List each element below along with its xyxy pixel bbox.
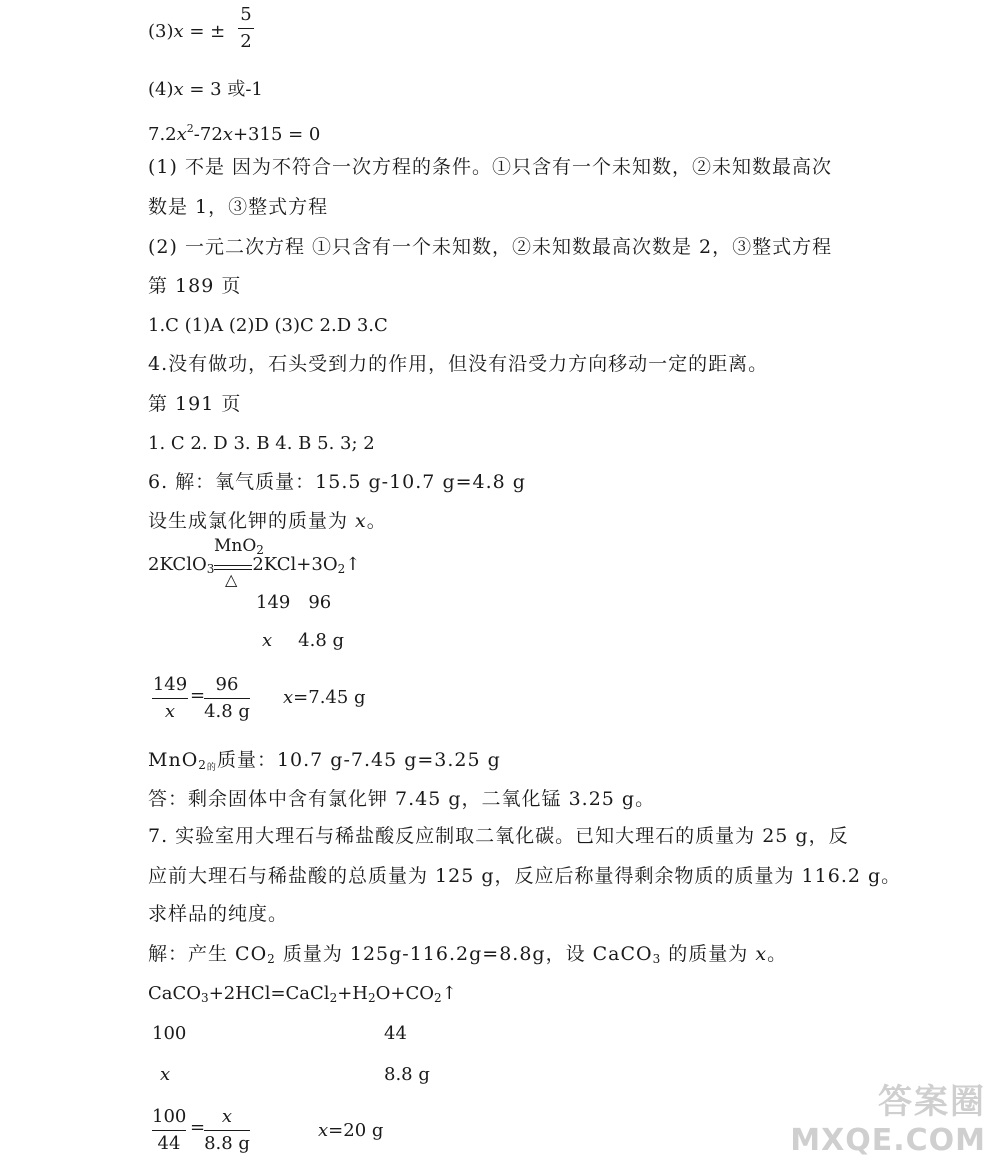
- sol7-sub2: 3: [652, 952, 662, 966]
- frac7-right: [204, 1106, 250, 1155]
- q7-eq-prefix: 7.2: [148, 124, 177, 145]
- frac6-result-var: x: [283, 687, 294, 708]
- solution-6: 6. 解：氧气质量：15.5 g-10.7 g=4.8 g: [148, 471, 526, 493]
- rx2-c: +H: [337, 983, 368, 1004]
- q3-frac-bar: [238, 28, 254, 29]
- r7-mass-co2: 44: [384, 1023, 407, 1044]
- watermark-site: MXQE.COM: [790, 1123, 986, 1158]
- question-7-line1: 7. 实验室用大理石与稀盐酸反应制取二氧化碳。已知大理石的质量为 25 g，反: [148, 825, 849, 847]
- answers-191: 1. C 2. D 3. B 4. B 5. 3; 2: [148, 433, 375, 454]
- q4-line: [148, 78, 263, 102]
- r6-masses-row2: [262, 629, 344, 653]
- r6-masses-row1: [256, 591, 331, 615]
- rx2-s4: 2: [434, 991, 442, 1005]
- rx1-left: 2KClO: [148, 554, 207, 575]
- set6-end: 。: [366, 510, 387, 532]
- q3-var: x: [173, 21, 184, 42]
- sol7-a: 解：产生 CO: [148, 943, 268, 965]
- set6-var: x: [355, 510, 367, 532]
- frac7-result-val: =20 g: [328, 1120, 384, 1141]
- frac6-result-val: =7.45 g: [293, 687, 366, 708]
- rx1-heat-symbol: △: [225, 570, 238, 589]
- q4-rest: = 3 或-1: [183, 79, 263, 100]
- mno2-mass: [148, 748, 501, 780]
- watermark-logo: 答案圈: [878, 1082, 986, 1122]
- r7-var: x: [160, 1064, 171, 1085]
- q7-eq-mid: -72: [193, 124, 223, 145]
- r6-mass-kcl: 149: [256, 592, 291, 613]
- q3-line: [148, 20, 225, 44]
- r6-val: 4.8 g: [298, 630, 345, 651]
- solution-7: [148, 942, 787, 971]
- frac7-result: [318, 1119, 383, 1143]
- rx1-catalyst-text: MnO: [214, 536, 257, 556]
- rx1-right: 2KCl+3O: [252, 554, 338, 575]
- frac6-right: [204, 674, 250, 723]
- frac7-left-bar: [152, 1130, 186, 1131]
- q4-label: (4): [148, 79, 174, 100]
- rx1-left-sub: 3: [206, 562, 215, 576]
- mno2-tiny: 的: [206, 763, 217, 773]
- sol7-sub1: 2: [267, 952, 276, 966]
- rx2-b: +2HCl=CaCl: [208, 983, 330, 1004]
- frac6-left-den: x: [164, 701, 176, 722]
- frac7-right-den: 8.8 g: [204, 1133, 250, 1154]
- frac6-equals: =: [190, 685, 206, 706]
- rx1-catalyst-sub: 2: [256, 543, 264, 557]
- rx2-a: CaCO: [148, 983, 202, 1004]
- sol7-d: 。: [767, 943, 788, 965]
- frac7-left-num: 100: [152, 1106, 187, 1127]
- rx2-equation: [148, 982, 457, 1010]
- answer-6: 答：剩余固体中含有氯化钾 7.45 g，二氧化锰 3.25 g。: [148, 788, 656, 810]
- page-heading-191: 第 191 页: [148, 393, 242, 415]
- frac7-right-bar: [204, 1130, 250, 1131]
- q3-eq: = ±: [183, 21, 226, 42]
- frac6-left: [152, 674, 188, 723]
- rx2-d: O+CO: [375, 983, 435, 1004]
- sol7-c: 的质量为: [661, 943, 756, 965]
- frac6-right-num: 96: [215, 674, 239, 695]
- frac6-left-num: 149: [152, 674, 188, 695]
- q7-eq-var2: x: [222, 124, 233, 145]
- frac6-result: [283, 686, 366, 710]
- statement-1-cont: 数是 1，③整式方程: [148, 196, 329, 218]
- rx2-s3: 2: [368, 991, 376, 1005]
- q3-label: (3): [148, 21, 174, 42]
- mno2-sub: 2: [198, 758, 207, 772]
- frac7-left: [152, 1106, 186, 1155]
- answer-189-4: 4.没有做功，石头受到力的作用，但没有沿受力方向移动一定的距离。: [148, 353, 769, 375]
- r7-val: 8.8 g: [384, 1064, 430, 1085]
- q7-eq-post: +315 = 0: [232, 124, 321, 145]
- q3-frac-num: 5: [240, 4, 252, 25]
- rx2-s2: 2: [329, 991, 338, 1005]
- q7-equation: [148, 117, 320, 147]
- mno2-calc: 质量：10.7 g-7.45 g=3.25 g: [216, 749, 501, 771]
- frac7-right-num: x: [221, 1106, 233, 1127]
- rx1-equation: [148, 553, 360, 581]
- rx2-s1: 3: [201, 991, 209, 1005]
- r6-var: x: [262, 630, 273, 651]
- page-heading-189: 第 189 页: [148, 275, 242, 297]
- statement-1: (1) 不是 因为不符合一次方程的条件。①只含有一个未知数，②未知数最高次: [148, 156, 832, 178]
- question-7-line3: 求样品的纯度。: [148, 903, 289, 925]
- q7-eq-power: 2: [186, 122, 194, 135]
- statement-2: (2) 一元二次方程 ①只含有一个未知数，②未知数最高次数是 2，③整式方程: [148, 236, 833, 258]
- frac6-right-den: 4.8 g: [204, 701, 250, 722]
- sol7-var: x: [755, 943, 768, 965]
- watermark: [790, 1074, 986, 1158]
- r6-mass-o2: 96: [308, 592, 332, 613]
- rx1-right-sub: 2: [337, 562, 346, 576]
- question-7-line2: 应前大理石与稀盐酸的总质量为 125 g，反应后称量得剩余物质的质量为 116.2 g。: [148, 865, 902, 887]
- answers-189: 1.C (1)A (2)D (3)C 2.D 3.C: [148, 315, 388, 336]
- sol7-b: 质量为 125g-116.2g=8.8g，设 CaCO: [275, 943, 653, 965]
- q7-eq-var1: x: [176, 124, 187, 145]
- frac6-left-bar: [152, 698, 188, 699]
- set6-text: 设生成氯化钾的质量为: [148, 510, 356, 532]
- set-variable-6: [148, 509, 387, 533]
- frac7-equals: =: [190, 1117, 206, 1138]
- frac7-left-den: 44: [157, 1133, 181, 1154]
- rx1-up-arrow: ↑: [345, 554, 361, 575]
- frac6-right-bar: [204, 698, 250, 699]
- r7-mass-caco3: 100: [152, 1023, 187, 1044]
- q3-frac-den: 2: [240, 31, 252, 52]
- rx2-up-arrow: ↑: [441, 983, 457, 1004]
- q4-var: x: [173, 79, 184, 100]
- mno2-formula: MnO: [148, 749, 199, 771]
- q3-fraction: [238, 4, 254, 53]
- frac7-result-var: x: [318, 1120, 329, 1141]
